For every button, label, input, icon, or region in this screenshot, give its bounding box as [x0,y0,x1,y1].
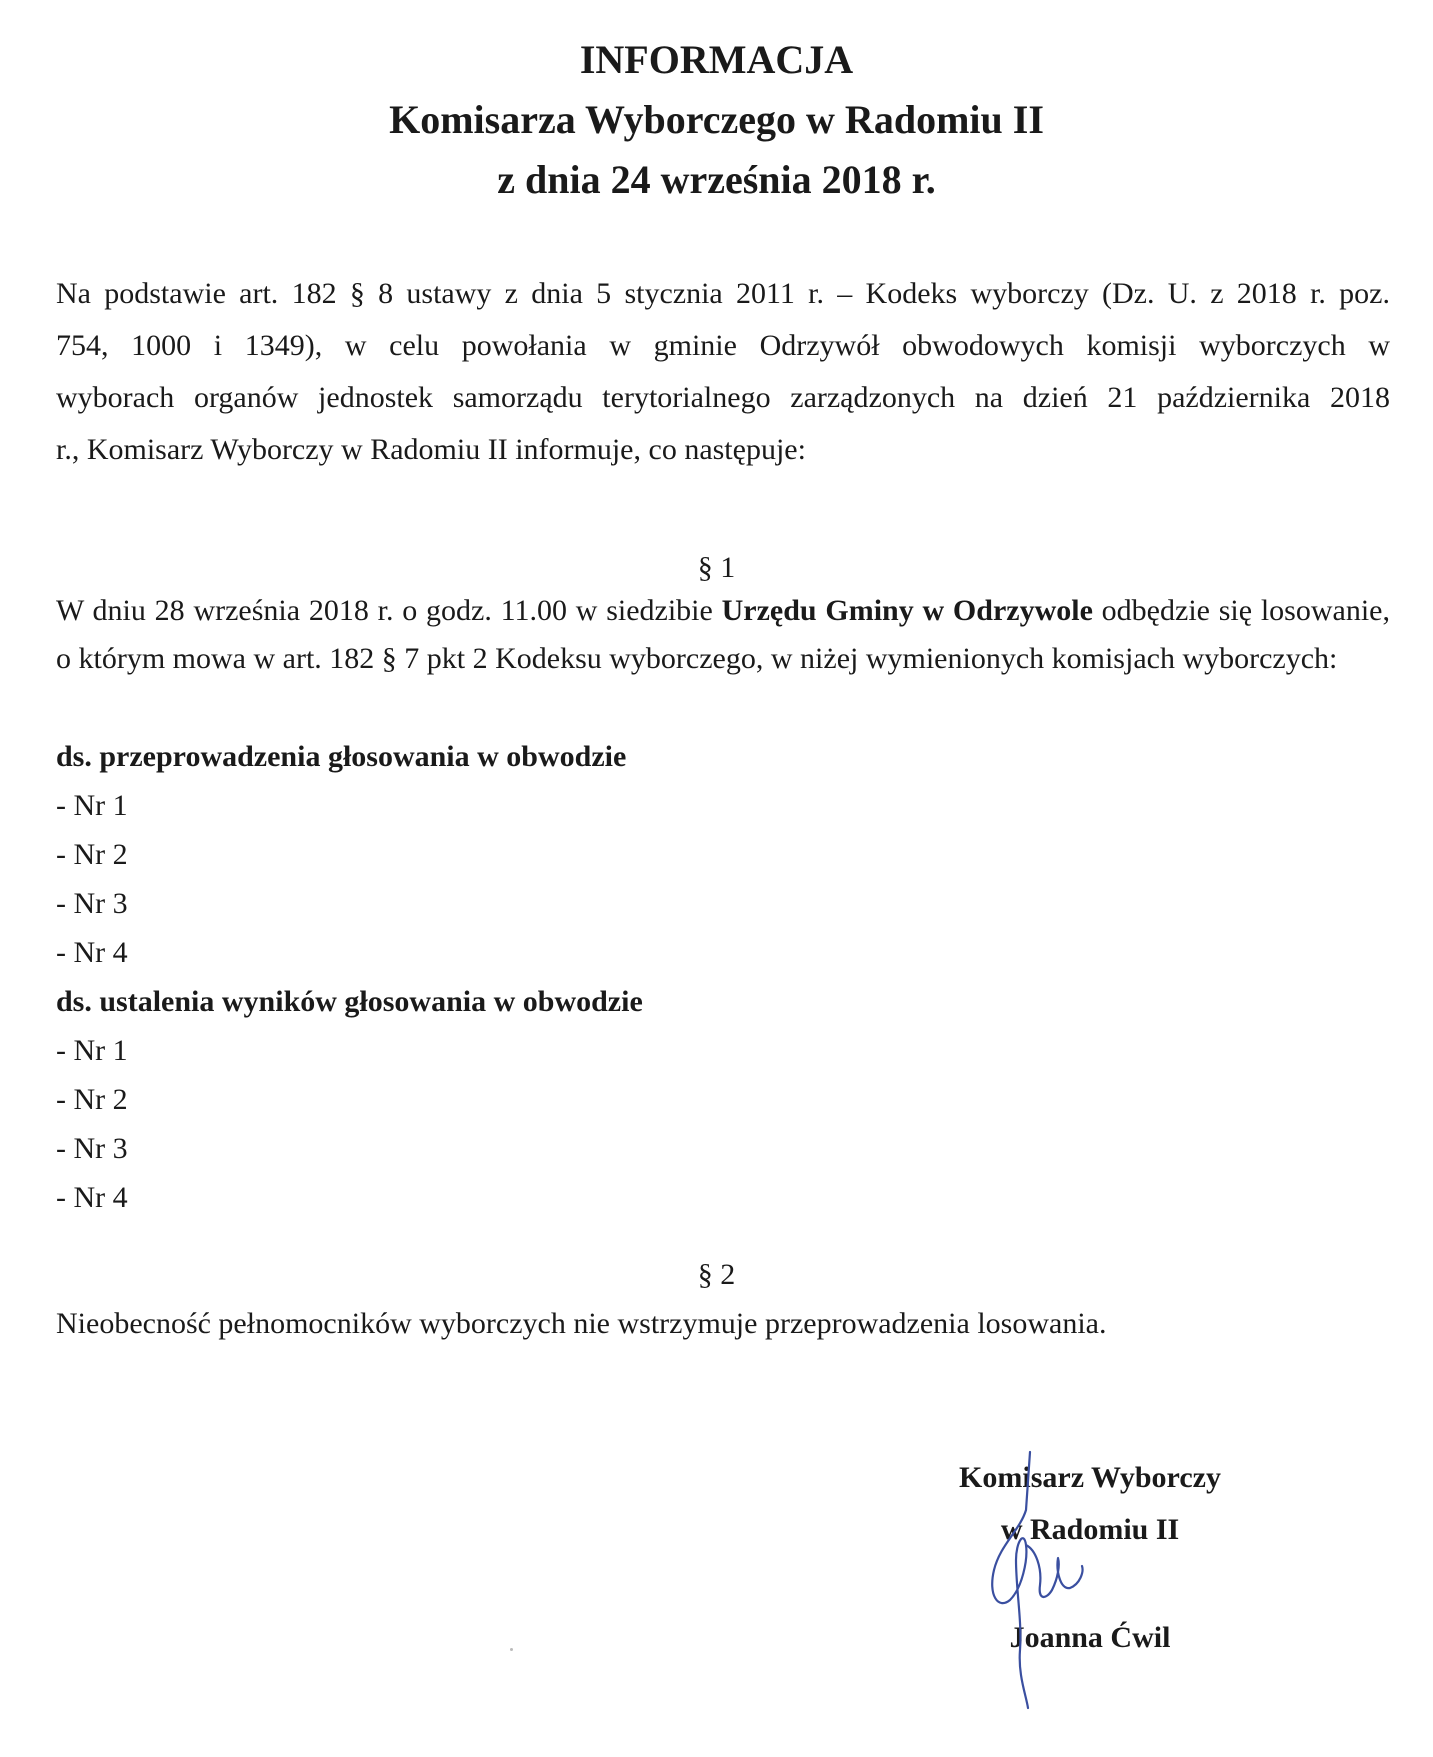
document-header [0,30,1433,210]
list-item: - Nr 3 [56,1132,128,1165]
section-1-location: Urzędu Gminy w Odrzywole [721,594,1093,627]
scan-speck [510,1648,513,1651]
list-item: - Nr 1 [56,1034,128,1067]
list-item: - Nr 2 [56,1083,128,1116]
section-1-text-end: odbędzie się losowanie, o którym mowa w art. 182 § 7 pkt 2 Kodeksu wyborczego, w niżej wymienionych komisjach wyborczych: [56,594,1390,675]
section-2-mark: § 2 [697,1258,736,1291]
section-1-mark: § 1 [697,551,736,584]
group-title: ds. ustalenia wyników głosowania w obwodzie [56,985,643,1018]
intro-line: Na podstawie art. 182 § 8 ustawy z dnia 5 stycznia 2011 r. – Kodeks wyborczy (Dz. U. z 2018 r. poz. [56,277,1390,310]
signature-block [860,1452,1320,1664]
header-title: INFORMACJA [579,37,854,82]
list-item: - Nr 4 [56,1181,128,1214]
list-item: - Nr 2 [56,838,128,871]
header-issuer: Komisarza Wyborczego w Radomiu II [389,97,1044,142]
section-2-text: Nieobecność pełnomocników wyborczych nie wstrzymuje przeprowadzenia losowania. [56,1307,1107,1340]
intro-paragraph [56,268,1390,476]
handwritten-signature-icon [980,1450,1090,1710]
header-date: z dnia 24 września 2018 r. [497,157,936,202]
group-title: ds. przeprowadzenia głosowania w obwodzie [56,740,627,773]
intro-line: wyborach organów jednostek samorządu terytorialnego zarządzonych na dzień 21 października 2018 [56,381,1390,414]
signature-office: w Radomiu II [1000,1513,1180,1546]
list-item: - Nr 1 [56,789,128,822]
list-item: - Nr 4 [56,936,128,969]
signature-title: Komisarz Wyborczy [959,1461,1221,1494]
commission-group-results [56,977,1056,1222]
signatory-name: Joanna Ćwil [1009,1621,1171,1654]
list-item: - Nr 3 [56,887,128,920]
commission-group-voting [56,732,1056,977]
intro-line: r., Komisarz Wyborczy w Radomiu II informuje, co następuje: [56,433,806,466]
intro-line: 754, 1000 i 1349), w celu powołania w gminie Odrzywół obwodowych komisji wyborczych w [56,329,1390,362]
section-1-text-start: W dniu 28 września 2018 r. o godz. 11.00 w siedzibie [56,594,722,627]
section-1-text [56,587,1390,683]
